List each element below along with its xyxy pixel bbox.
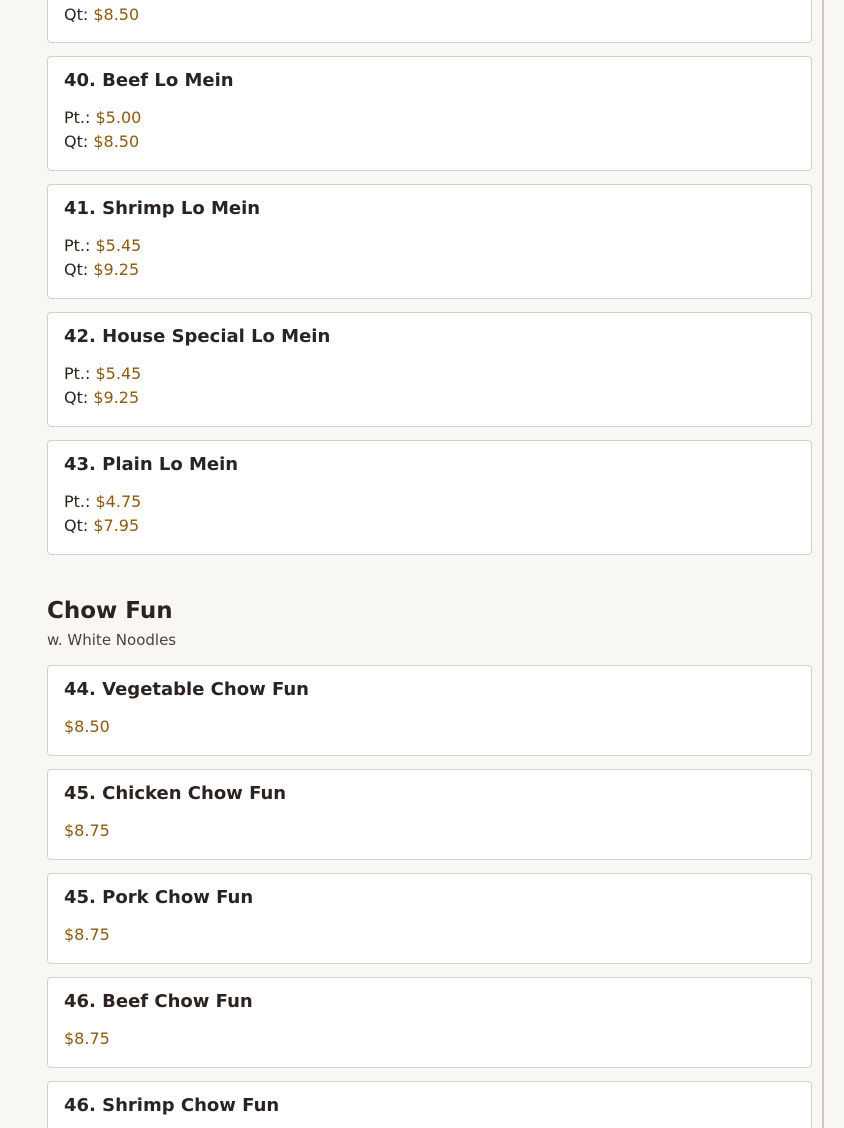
item-price: $8.75 bbox=[64, 925, 110, 944]
menu-item-card bbox=[47, 440, 812, 555]
menu-item-card bbox=[47, 665, 812, 756]
item-price-line bbox=[64, 717, 110, 736]
qt-price-line bbox=[64, 5, 139, 24]
item-title: 46. Shrimp Chow Fun bbox=[64, 1095, 280, 1116]
menu-item-card bbox=[47, 873, 812, 964]
menu-item-card bbox=[47, 977, 812, 1068]
scrollbar-edge bbox=[822, 0, 824, 1128]
menu-item-card bbox=[47, 184, 812, 299]
pt-price: $5.00 bbox=[95, 108, 142, 127]
qt-price: $7.95 bbox=[93, 516, 140, 535]
item-title: 44. Vegetable Chow Fun bbox=[64, 679, 309, 700]
pt-price: $4.75 bbox=[95, 492, 142, 511]
item-title: 45. Pork Chow Fun bbox=[64, 887, 254, 908]
menu-content bbox=[47, 0, 812, 1128]
item-title: 42. House Special Lo Mein bbox=[64, 326, 331, 347]
pt-price: $5.45 bbox=[95, 236, 142, 255]
item-price: $8.75 bbox=[64, 821, 110, 840]
item-price: $8.75 bbox=[64, 1029, 110, 1048]
item-price-line bbox=[64, 1029, 110, 1048]
item-title: 40. Beef Lo Mein bbox=[64, 70, 234, 91]
pt-price: $5.45 bbox=[95, 364, 142, 383]
item-title: 41. Shrimp Lo Mein bbox=[64, 198, 261, 219]
item-title: 46. Beef Chow Fun bbox=[64, 991, 253, 1012]
item-title: 43. Plain Lo Mein bbox=[64, 454, 239, 475]
qt-price: $9.25 bbox=[93, 388, 140, 407]
qt-price-line bbox=[64, 132, 139, 151]
item-price-line bbox=[64, 821, 110, 840]
pt-label: Pt.: bbox=[64, 108, 91, 127]
item-title: 45. Chicken Chow Fun bbox=[64, 783, 287, 804]
qt-price-line bbox=[64, 260, 139, 279]
section-title: Chow Fun bbox=[47, 598, 173, 624]
section-subtitle: w. White Noodles bbox=[47, 631, 177, 649]
qt-price: $8.50 bbox=[93, 5, 140, 24]
qt-label: Qt: bbox=[64, 516, 89, 535]
pt-price-line bbox=[64, 236, 141, 255]
menu-item-card bbox=[47, 1081, 812, 1128]
menu-item-card bbox=[47, 312, 812, 427]
pt-price-line bbox=[64, 364, 141, 383]
pt-label: Pt.: bbox=[64, 492, 91, 511]
qt-label: Qt: bbox=[64, 5, 89, 24]
menu-item-card bbox=[47, 56, 812, 171]
menu-item-card bbox=[47, 769, 812, 860]
qt-price-line bbox=[64, 388, 139, 407]
pt-label: Pt.: bbox=[64, 236, 91, 255]
pt-price-line bbox=[64, 108, 141, 127]
qt-price: $9.25 bbox=[93, 260, 140, 279]
qt-label: Qt: bbox=[64, 132, 89, 151]
qt-label: Qt: bbox=[64, 388, 89, 407]
pt-label: Pt.: bbox=[64, 364, 91, 383]
pt-price-line bbox=[64, 492, 141, 511]
item-price: $8.50 bbox=[64, 717, 110, 736]
menu-item-card bbox=[47, 0, 812, 43]
qt-price-line bbox=[64, 516, 139, 535]
qt-label: Qt: bbox=[64, 260, 89, 279]
item-price-line bbox=[64, 925, 110, 944]
qt-price: $8.50 bbox=[93, 132, 140, 151]
